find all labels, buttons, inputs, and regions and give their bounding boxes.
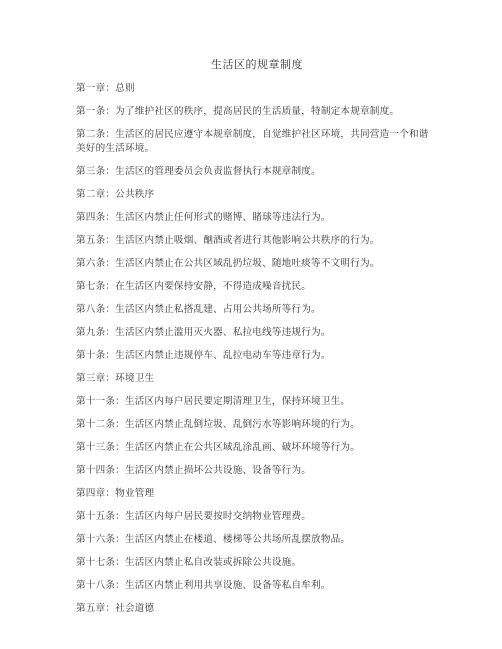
article-paragraph: 第十六条：生活区内禁止在楼道、楼梯等公共场所乱摆放物品。 xyxy=(76,534,351,545)
chapter-heading: 第四章：物业管理 xyxy=(76,488,155,499)
article-paragraph: 第七条：在生活区内要保持安静，不得造成噪音扰民。 xyxy=(76,281,312,292)
article-paragraph: 第十二条：生活区内禁止乱倒垃圾、乱倒污水等影响环境的行为。 xyxy=(76,419,361,430)
chapter-heading: 第五章：社会道德 xyxy=(76,603,155,614)
article-paragraph: 第十条：生活区内禁止违规停车、乱拉电动车等违章行为。 xyxy=(76,350,331,361)
chapter-heading: 第二章：公共秩序 xyxy=(76,189,155,200)
article-paragraph: 第十三条：生活区内禁止在公共区域乱涂乱画、破坏环境等行为。 xyxy=(76,442,361,453)
document-title: 生活区的规章制度 xyxy=(211,58,303,71)
chapter-heading: 第三章：环境卫生 xyxy=(76,373,155,384)
article-paragraph: 第二条：生活区的居民应遵守本规章制度，自觉维护社区环境，共同营造一个和谐美好的生活环境。 xyxy=(76,129,429,154)
document-body xyxy=(76,82,438,616)
article-paragraph: 第八条：生活区内禁止私搭乱建、占用公共场所等行为。 xyxy=(76,304,321,315)
article-paragraph: 第十四条：生活区内禁止损坏公共设施、设备等行为。 xyxy=(76,465,312,476)
article-paragraph: 第九条：生活区内禁止滥用灭火器、私拉电线等违规行为。 xyxy=(76,327,331,338)
article-paragraph: 第一条：为了维护社区的秩序，提高居民的生活质量，特制定本规章制度。 xyxy=(76,106,400,117)
chapter-heading: 第一章：总则 xyxy=(76,83,135,94)
article-paragraph: 第十一条：生活区内每户居民要定期清理卫生，保持环境卫生。 xyxy=(76,396,351,407)
article-paragraph: 第四条：生活区内禁止任何形式的赌博、賭球等违法行为。 xyxy=(76,212,331,223)
article-paragraph: 第十八条：生活区内禁止利用共享设施、设备等私自牟利。 xyxy=(76,580,331,591)
article-paragraph: 第十五条：生活区内每户居民要按时交纳物业管理费。 xyxy=(76,511,312,522)
article-paragraph: 第三条：生活区的管理委员会负责监督执行本规章制度。 xyxy=(76,166,321,177)
article-paragraph: 第五条：生活区内禁止吸烟、酗酒或者进行其他影响公共秩序的行为。 xyxy=(76,235,380,246)
article-paragraph: 第六条：生活区内禁止在公共区域乱扔垃圾、随地吐痰等不文明行为。 xyxy=(76,258,380,269)
article-paragraph: 第十七条：生活区内禁止私自改装或拆除公共设施。 xyxy=(76,557,302,568)
